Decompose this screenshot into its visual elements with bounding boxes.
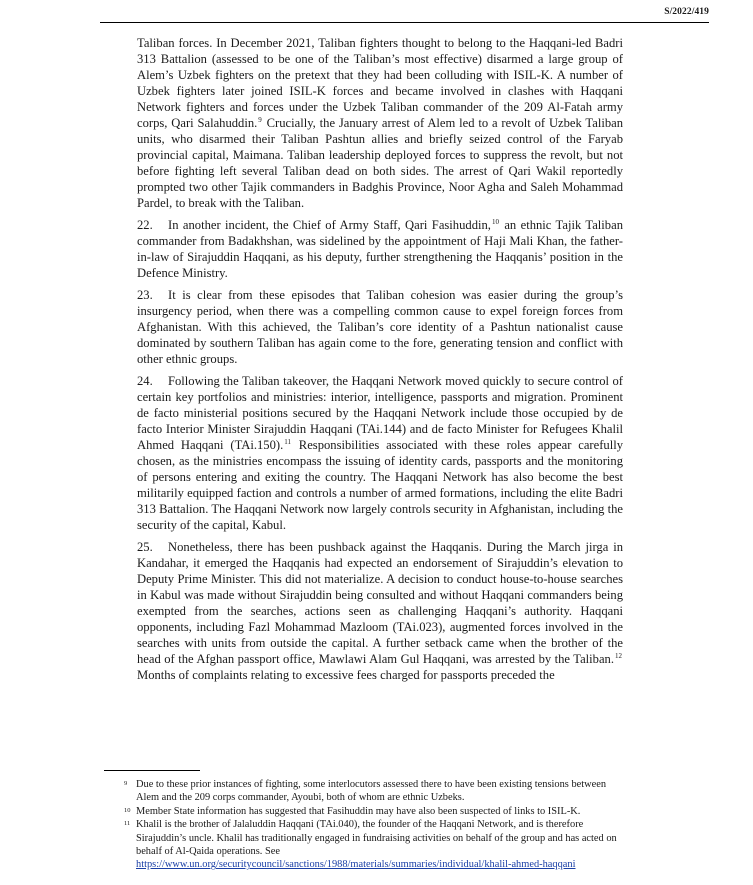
paragraph — [137, 539, 623, 683]
paragraph-text: It is clear from these episodes that Taliban cohesion was easier during the group’s insurgency period, when there was a compelling common cause to expel foreign forces from Afghanistan. With this achieved, the Taliban’s core identity of a Pashtun nationalist cause dominated by southern Taliban has again come to the fore, generating tension and conflict with other ethnic groups. — [137, 288, 623, 366]
footnote-reference[interactable]: 11 — [284, 438, 291, 446]
paragraph — [137, 35, 623, 211]
footnote-text: Due to these prior instances of fighting, some interlocutors assessed there to have been existing tensions between Alem and the 209 corps commander, Ayoubi, both of whom are ethnic Uzbeks. — [136, 779, 607, 804]
footnote-text: Member State information has suggested that Fasihuddin may have also been suspected of links to ISIL-K. — [136, 805, 581, 817]
footnote-reference[interactable]: 10 — [491, 218, 499, 226]
footnote-11 — [104, 818, 624, 872]
paragraph-number: 24. — [137, 374, 153, 388]
footnote-reference[interactable]: 12 — [615, 652, 622, 660]
footnote-mark: 10 — [124, 806, 131, 814]
footnote-reference[interactable]: 9 — [258, 116, 262, 124]
footnote-text: Khalil is the brother of Jalaluddin Haqqani (TAi.040), the founder of the Haqqani Network, and is therefore Sirajuddin’s uncle. Khalil has traditionally engaged in fundraising activities on behalf of the group and has acted on behalf of Al-Qaida operations. See — [136, 819, 617, 858]
document-symbol: S/2022/419 — [664, 7, 709, 17]
paragraph — [137, 217, 623, 281]
footnote-mark: 11 — [124, 820, 131, 828]
paragraph-number: 22. — [137, 218, 153, 232]
footnote-9 — [104, 778, 624, 805]
paragraph-text: In another incident, the Chief of Army Staff, Qari Fasihuddin, — [168, 218, 491, 232]
paragraph-text: Responsibilities associated with these roles appear carefully chosen, as the ministries encompass the issuing of identity cards, passports and the monitoring of persons entering and exiting the country. The Haqqani Network has also become the best militarily equipped faction and controls a number of armed formations, including the elite Badri 313 Battalion. The Haqqani Network now largely controls security in Afghanistan, including the security of the capital, Kabul. — [137, 438, 623, 532]
footnote-mark: 9 — [124, 780, 128, 787]
paragraph-text: Following the Taliban takeover, the Haqqani Network moved quickly to secure control of certain key portfolios and ministries: interior, intelligence, passports and migration. Prominent de facto ministerial positions secured by the Haqqani Network include those occupied by de facto Interior Minister Sirajuddin Haqqani (TAi.144) and de facto Minister for Refugees Khalil Ahmed Haqqani (TAi.150). — [137, 374, 623, 452]
paragraph-text: Crucially, the January arrest of Alem led to a revolt of Uzbek Taliban units, who disarmed their Taliban Pashtun allies and briefly seized control of the Faryab provincial capital, Maimana. Taliban leadership deployed forces to suppress the revolt, but not before fighting left several Taliban dead on both sides. The arrest of Qari Wakil reportedly prompted two other Tajik commanders in Badghis Province, Noor Agha and Saleh Mohammad Pardel, to break with the Taliban. — [137, 116, 623, 210]
paragraph — [137, 287, 623, 367]
footnotes — [104, 778, 624, 872]
paragraph-text: an ethnic Tajik Taliban commander from Badakhshan, was sidelined by the appointment of Haji Mali Khan, the father-in-law of Sirajuddin Haqqani, as his deputy, further strengthening the Haqqanis’ position in the Defence Ministry. — [137, 218, 623, 280]
body-text — [137, 35, 623, 689]
paragraph-number: 23. — [137, 288, 153, 302]
paragraph-number: 25. — [137, 540, 153, 554]
paragraph-text: Nonetheless, there has been pushback against the Haqqanis. During the March jirga in Kandahar, it emerged the Haqqanis had expected an endorsement of Sirajuddin’s elevation to Deputy Prime Minister. This did not materialize. A decision to conduct house-to-house searches in Kabul was made without Sirajuddin being consulted and without Haqqani commanders being exempted from the searches, actions seen as challenging Haqqani’s authority. Haqqani opponents, including Fazl Mohammad Mazloom (TAi.023), augmented forces involved in the searches with units from outside the capital. A further setback came when the brother of the head of the Afghan passport office, Mawlawi Alam Gul Haqqani, was arrested by the Taliban. — [137, 540, 623, 666]
paragraph-text: Months of complaints relating to excessive fees charged for passports preceded the — [137, 668, 555, 682]
footnote-link[interactable]: https://www.un.org/securitycouncil/sanctions/1988/materials/summaries/individual/khalil-ahmed-haqqani — [136, 859, 576, 871]
footnote-10 — [104, 805, 624, 818]
page-header — [100, 6, 709, 23]
paragraph-text: Taliban forces. In December 2021, Taliban fighters thought to belong to the Haqqani-led Badri 313 Battalion (assessed to be one of the Taliban’s most effective) disarmed a large group of Alem’s Uzbek fighters on the pretext that they had been colluding with ISIL-K. A number of Uzbek fighters later joined ISIL-K forces and became involved in clashes with Haqqani Network fighters and forces under the Uzbek Taliban commander of the 209 Al-Fatah army corps, Qari Salahuddin. — [137, 36, 623, 130]
paragraph — [137, 373, 623, 533]
footnote-separator — [104, 770, 200, 771]
